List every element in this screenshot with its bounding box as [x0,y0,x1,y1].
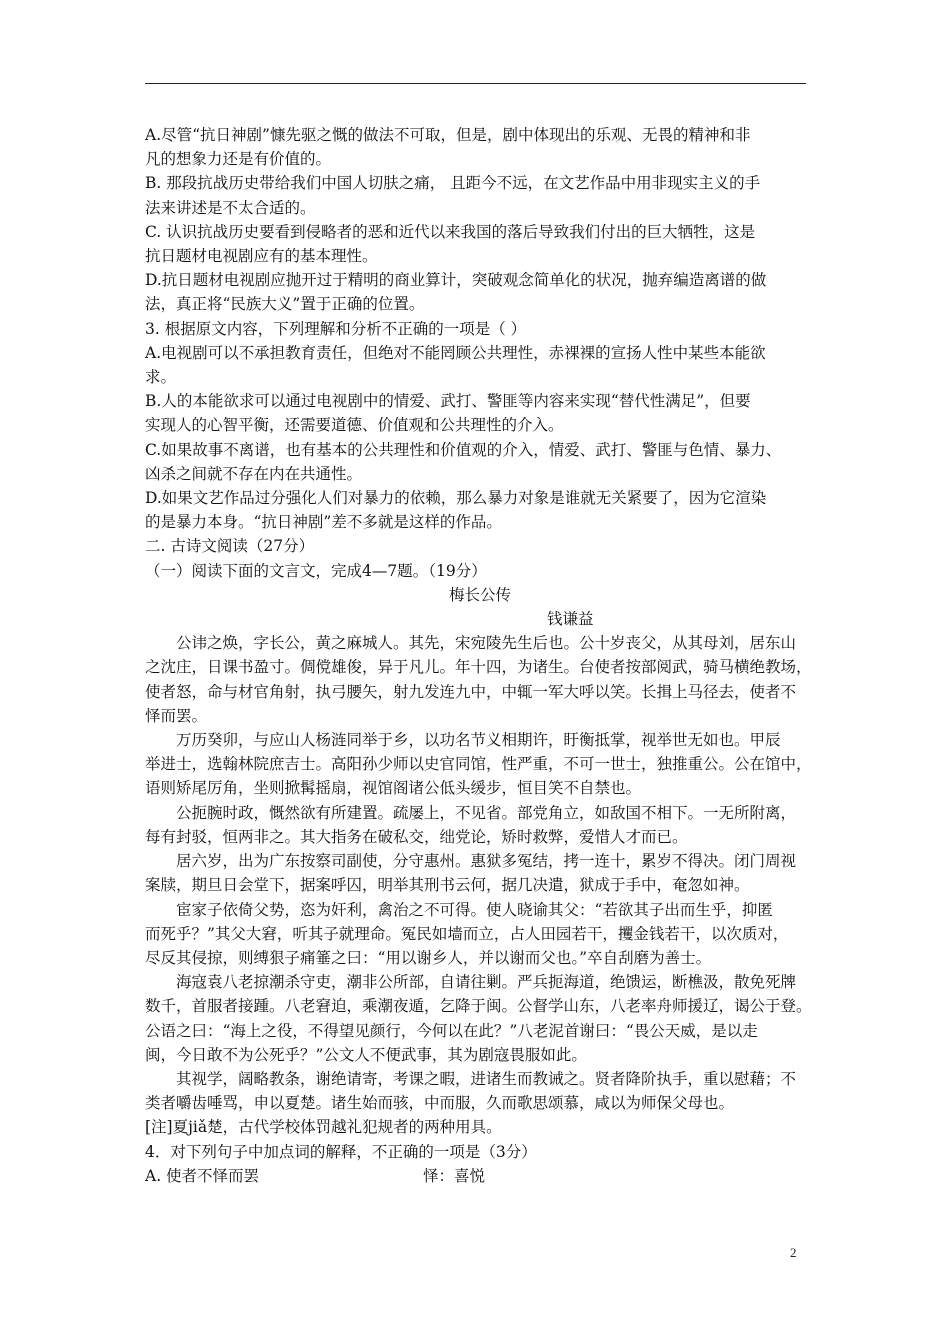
passage-line: 闽，今日敢不为公死乎？”公文人不便武事，其为剧寇畏服如此。 [145,1045,587,1064]
passage-line: 之沈庄，日课书盈寸。倜傥雄俊，异于凡儿。年十四，为诸生。台使者按部阅武，骑马横绝教场， [145,658,812,677]
q2-option-b-cont: 法来讲述是不太合适的。 [145,198,316,217]
question-3: 3. 根据原文内容，下列理解和分析不正确的一项是（ ） [145,319,527,338]
subsection-heading: （一）阅读下面的文言文，完成4—7题。（19分） [145,561,487,580]
section-heading: 二. 古诗文阅读（27分） [145,537,315,556]
q3-option-c: C.如果故事不离谱，也有基本的公共理性和价值观的介入，情爱、武打、警匪与色情、暴力、 [145,440,782,459]
passage-line: 其视学，阔略教条，谢绝请寄，考课之暇，进诸生而教诫之。贤者降阶执手，重以慰藉；不 [176,1069,797,1088]
passage-line: 宦家子依倚父势，恣为奸利，禽治之不可得。使人晓谕其父：“若欲其子出而生乎，抑匿 [176,900,773,919]
passage-line: 怿而罢。 [145,706,208,725]
q2-option-c: C. 认识抗战历史要看到侵略者的恶和近代以来我国的落后导致我们付出的巨大牺牲，这是 [145,222,756,241]
q3-option-c-cont: 凶杀之间就不存在内在共通性。 [145,464,363,483]
passage-line: 居六岁，出为广东按察司副使，分守惠州。惠狱多冤结，拷一连十，累岁不得决。闭门周视 [176,852,797,871]
q2-option-d: D.抗日题材电视剧应抛开过于精明的商业算计，突破观念简单化的状况，抛弃编造离谱的做 [145,271,767,290]
q3-option-b: B.人的本能欲求可以通过电视剧中的情爱、武打、警匪等内容来实现“替代性满足”，但要 [145,392,751,411]
passage-line: 使者怒，命与材官角射，执弓腰矢，射九发连九中，中辄一军大呼以笑。长揖上马径去，使者不 [145,682,797,701]
passage-line: 公语之曰：“海上之役，不得望见颜行，今何以在此？”八老泥首谢曰：“畏公天威，是以走 [145,1021,758,1040]
q3-option-b-cont: 实现人的心智平衡，还需要道德、价值观和公共理性的介入。 [145,416,564,435]
q3-option-d: D.如果文艺作品过分强化人们对暴力的依赖，那么暴力对象是谁就无关紧要了，因为它渲染 [145,489,767,508]
q4-option-a [145,1164,815,1188]
passage-line: 语则矫尾厉角，坐则掀髯摇扇，视馆阁诸公低头缓步，恒目笑不自禁也。 [145,779,642,798]
q2-option-b: B. 那段抗战历史带给我们中国人切肤之痛， 且距今不远，在文艺作品中用非现实主义的手 [145,174,761,193]
passage-line: 每有封驳，恒两非之。其大指务在破私交，绌党论，矫时救弊，爱惜人才而已。 [145,827,688,846]
page-number: 2 [790,1245,797,1260]
passage-line: 而死乎？”其父大窘，听其子就理命。冤民如墙而立，占人田园若干，攫金钱若干，以次质对， [145,924,789,943]
q4-option-a-gloss: 怿：喜悦 [423,1166,486,1185]
passage-line: 尽反其侵掠，则缚狠子痛箠之曰：“用以谢乡人，并以谢而父也。”卒自刮磨为善士。 [145,948,712,967]
passage-line: 公扼腕时政，慨然欲有所建置。疏屡上，不见省。部党角立，如敌国不相下。一无所附离， [176,803,797,822]
passage-author: 钱谦益 [547,610,594,629]
q3-option-a: A.电视剧可以不承担教育责任，但绝对不能罔顾公共理性，赤裸裸的宣扬人性中某些本能欲 [145,343,766,362]
annotation-note: [注]夏jiǎ楚，古代学校体罚越礼犯规者的两种用具。 [145,1118,502,1137]
question-4: 4．对下列句子中加点词的解释，不正确的一项是（3分） [145,1142,537,1161]
passage-line: 万历癸卯，与应山人杨涟同举于乡，以功名节义相期许，盱衡抵掌，视举世无如也。甲辰 [176,731,781,750]
passage-line: 举进士，选翰林院庶吉士。高阳孙少师以史官同馆，性严重，不可一世士，独推重公。公在馆中， [145,755,812,774]
q2-option-a: A.尽管“抗日神剧”慷先驱之慨的做法不可取，但是，剧中体现出的乐观、无畏的精神和非 [145,126,751,144]
q2-option-d-cont: 法，真正将“民族大义”置于正确的位置。 [145,295,425,314]
page-content [145,123,815,1188]
passage-line: 类者嚼齿唾骂，申以夏楚。诸生始而骇，中而服，久而歌思颂慕，咸以为师保父母也。 [145,1094,735,1113]
passage-line: 数千，首服者接踵。八老窘迫，乘潮夜遁，乞降于闽。公督学山东，八老率舟师援辽，谒公于登。 [145,997,812,1016]
passage-line: 案牍，期旦日会堂下，据案呼囚，明举其刑书云何，据几决遣，狱成于手中，奄忽如神。 [145,876,750,895]
passage-line: 海寇袁八老掠潮杀守吏，潮非公所部，自请往剿。严兵扼海道，绝馈运，断樵汲，散免死牌 [176,973,797,992]
q2-option-c-cont: 抗日题材电视剧应有的基本理性。 [145,247,378,266]
q4-option-a-sentence: A. 使者不怿而罢 [145,1166,260,1185]
passage-title: 梅长公传 [448,585,511,604]
q2-option-a-cont: 凡的想象力还是有价值的。 [145,150,332,169]
q3-option-a-cont: 求。 [145,368,177,387]
passage-line: 公讳之焕，字长公，黄之麻城人。其先，宋宛陵先生后也。公十岁丧父，从其母刘，居东山 [176,634,797,653]
q3-option-d-cont: 的是暴力本身。“抗日神剧”差不多就是这样的作品。 [145,513,502,532]
header-rule [145,83,806,84]
